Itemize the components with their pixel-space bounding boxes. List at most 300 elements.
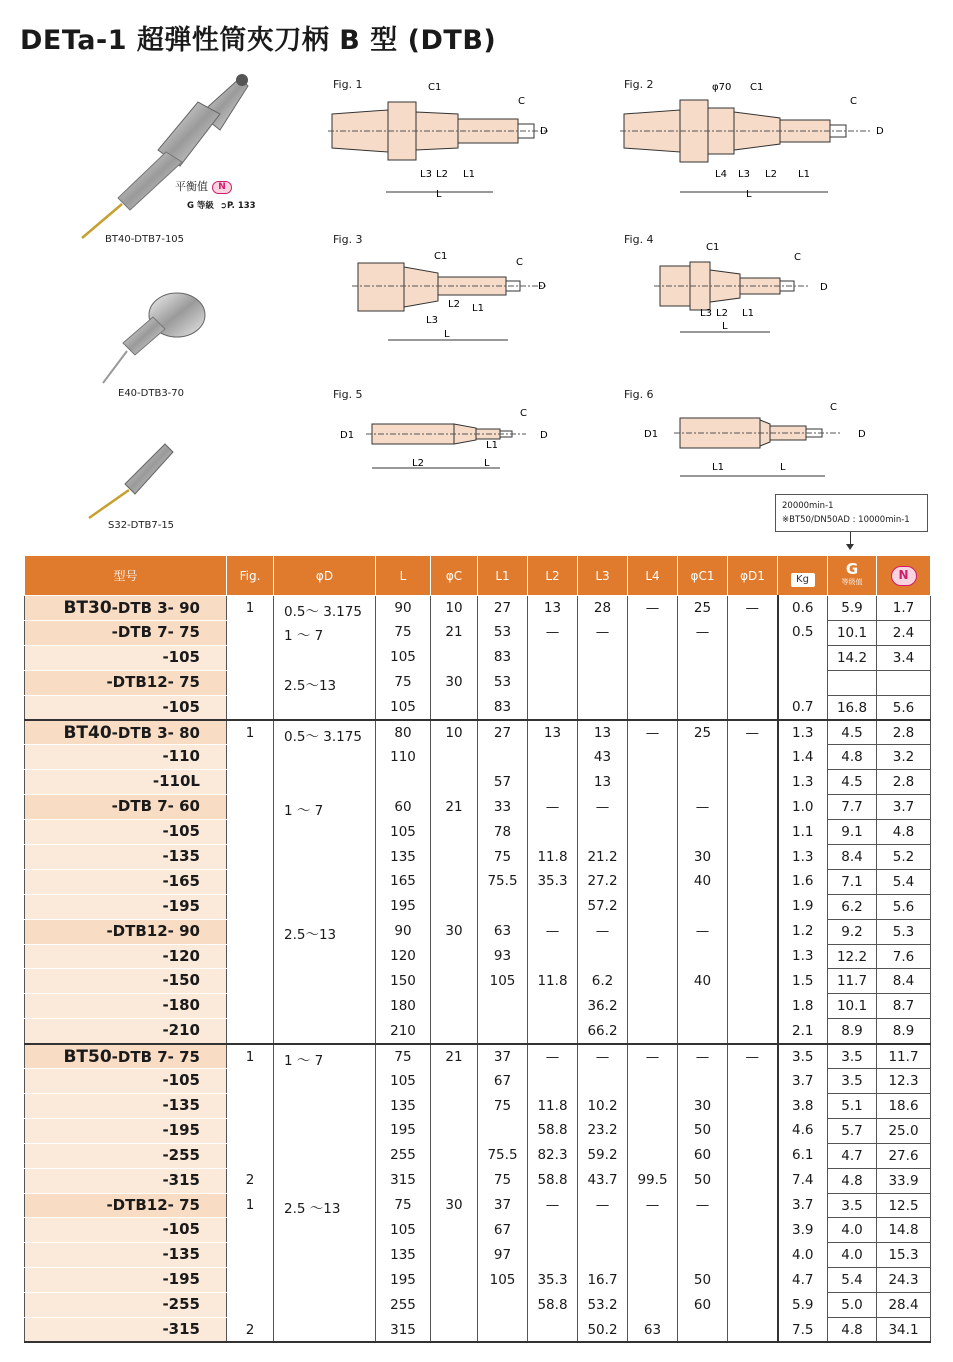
table-row: [25, 1143, 931, 1168]
table-cell: [431, 1069, 478, 1094]
table-cell: [431, 770, 478, 795]
table-cell: —: [728, 596, 778, 621]
photo-e40: [95, 285, 215, 385]
table-row: [25, 645, 931, 670]
table-cell: 18.6: [877, 1094, 931, 1119]
fig-dim-label: C1: [428, 82, 442, 93]
table-cell: 3.7: [778, 1193, 828, 1218]
table-cell: 105: [376, 645, 431, 670]
table-cell: 4.0: [828, 1218, 877, 1243]
fig-dim-label: D: [820, 282, 828, 293]
table-cell: 30: [431, 919, 478, 944]
table-cell: 2.5～13: [274, 670, 376, 695]
table-row: [25, 820, 931, 845]
table-cell: 7.1: [828, 869, 877, 894]
table-cell: [478, 894, 528, 919]
table-cell: 30: [431, 670, 478, 695]
table-cell: 75: [478, 1168, 528, 1193]
table-row: [25, 720, 931, 745]
model-code: -165: [162, 871, 200, 890]
table-cell: 57: [478, 770, 528, 795]
table-cell: 24.3: [877, 1268, 931, 1293]
model-code: -195: [162, 1270, 200, 1289]
table-cell: 60: [678, 1293, 728, 1318]
model-code: -DTB 3- 90: [111, 599, 200, 617]
model-code: -195: [162, 896, 200, 915]
table-cell: 105: [478, 969, 528, 994]
table-cell: [678, 944, 728, 969]
table-cell: 50: [678, 1118, 728, 1143]
table-cell: 105: [376, 820, 431, 845]
balance-badge: N: [212, 181, 232, 194]
table-cell: 11.8: [528, 969, 578, 994]
fig-dim-label: L: [722, 321, 728, 332]
model-cell: [25, 869, 227, 894]
table-cell: [728, 795, 778, 820]
table-cell: [628, 695, 678, 720]
fig-dim-label: L1: [463, 169, 475, 180]
rpm-arrow: [850, 532, 851, 546]
table-cell: [628, 795, 678, 820]
table-cell: 97: [478, 1243, 528, 1268]
table-cell: 2.4: [877, 620, 931, 645]
table-cell: [227, 894, 274, 919]
col-d1: φD1: [728, 556, 778, 596]
fig-1-label: Fig. 1: [333, 78, 363, 91]
table-cell: 5.4: [828, 1268, 877, 1293]
table-cell: [678, 894, 728, 919]
table-cell: [728, 695, 778, 720]
table-cell: 6.2: [578, 969, 628, 994]
table-cell: —: [528, 795, 578, 820]
table-cell: 3.5: [828, 1193, 877, 1218]
fig-dim-label: L3: [426, 315, 438, 326]
table-cell: 1.3: [778, 845, 828, 870]
table-cell: 3.2: [877, 745, 931, 770]
table-row: [25, 1193, 931, 1218]
weight-icon: Kg: [791, 573, 815, 587]
col-l2: L2: [528, 556, 578, 596]
table-cell: 27: [478, 720, 528, 745]
table-cell: [274, 1218, 376, 1243]
table-cell: 21: [431, 1044, 478, 1069]
table-cell: 21.2: [578, 845, 628, 870]
table-cell: [628, 1069, 678, 1094]
fig-dim-label: D: [538, 281, 546, 292]
table-cell: [274, 1243, 376, 1268]
table-cell: 150: [376, 969, 431, 994]
fig-dim-label: L2: [448, 299, 460, 310]
fig-dim-label: L1: [712, 462, 724, 473]
model-cell: [25, 670, 227, 695]
fig-dim-label: C: [520, 408, 527, 419]
fig-dim-label: C: [850, 96, 857, 107]
fig-dim-label: L: [436, 189, 442, 200]
fig-dim-label: D: [540, 430, 548, 441]
table-cell: [274, 1268, 376, 1293]
rpm-note: [775, 494, 928, 532]
table-cell: [728, 894, 778, 919]
table-cell: 57.2: [578, 894, 628, 919]
table-cell: [274, 1118, 376, 1143]
table-cell: [431, 745, 478, 770]
table-cell: [578, 820, 628, 845]
table-cell: 40: [678, 969, 728, 994]
fig-dim-label: C1: [434, 251, 448, 262]
table-cell: [678, 1218, 728, 1243]
grade-text: G 等級: [187, 201, 214, 211]
table-cell: [431, 695, 478, 720]
table-cell: [728, 1293, 778, 1318]
table-cell: 0.6: [778, 596, 828, 621]
table-cell: 12.5: [877, 1193, 931, 1218]
table-cell: 5.1: [828, 1094, 877, 1119]
table-cell: 83: [478, 695, 528, 720]
table-cell: [628, 1118, 678, 1143]
table-row: [25, 596, 931, 621]
table-row: [25, 620, 931, 645]
table-row: [25, 1094, 931, 1119]
table-cell: [227, 994, 274, 1019]
table-cell: [728, 620, 778, 645]
model-series: BT50: [63, 1046, 112, 1067]
table-cell: [728, 1118, 778, 1143]
table-cell: [528, 1243, 578, 1268]
fig-dim-label: D: [858, 429, 866, 440]
model-code: -110: [162, 747, 200, 766]
table-cell: 37: [478, 1193, 528, 1218]
fig-dim-label: L2: [765, 169, 777, 180]
table-cell: 105: [478, 1268, 528, 1293]
model-cell: [25, 1044, 227, 1069]
fig-dim-label: C1: [750, 82, 764, 93]
table-cell: 3.5: [778, 1044, 828, 1069]
fig-dim-label: C: [794, 252, 801, 263]
table-cell: 0.5: [778, 620, 828, 645]
table-cell: 53.2: [578, 1293, 628, 1318]
table-cell: [274, 770, 376, 795]
fig-2-drawing: [620, 82, 890, 202]
table-cell: [628, 869, 678, 894]
table-cell: 23.2: [578, 1118, 628, 1143]
table-cell: [728, 645, 778, 670]
table-cell: [728, 969, 778, 994]
table-cell: 2.5 ～13: [274, 1193, 376, 1218]
table-cell: 67: [478, 1218, 528, 1243]
table-cell: [678, 1069, 728, 1094]
table-cell: [678, 745, 728, 770]
table-cell: [628, 994, 678, 1019]
table-row: [25, 1218, 931, 1243]
model-code: -255: [162, 1145, 200, 1164]
table-cell: [528, 695, 578, 720]
table-cell: [628, 845, 678, 870]
table-cell: —: [678, 919, 728, 944]
table-cell: 90: [376, 596, 431, 621]
table-cell: 1.5: [778, 969, 828, 994]
table-cell: [274, 1318, 376, 1343]
table-cell: 2.8: [877, 770, 931, 795]
table-cell: [877, 670, 931, 695]
table-cell: —: [628, 1044, 678, 1069]
table-cell: [728, 845, 778, 870]
table-cell: [431, 969, 478, 994]
table-cell: [528, 770, 578, 795]
table-cell: 7.5: [778, 1318, 828, 1343]
table-cell: 90: [376, 919, 431, 944]
table-cell: [728, 670, 778, 695]
table-cell: 7.4: [778, 1168, 828, 1193]
table-row: [25, 1293, 931, 1318]
fig-dim-label: L3: [738, 169, 750, 180]
table-cell: [728, 1243, 778, 1268]
table-cell: 4.7: [778, 1268, 828, 1293]
table-cell: 16.8: [828, 695, 877, 720]
table-cell: [678, 695, 728, 720]
table-cell: [274, 745, 376, 770]
table-cell: 80: [376, 720, 431, 745]
table-cell: [528, 745, 578, 770]
table-cell: 21: [431, 620, 478, 645]
fig-dim-label: D1: [644, 429, 659, 440]
model-cell: [25, 1118, 227, 1143]
table-cell: 10: [431, 596, 478, 621]
table-cell: [431, 1094, 478, 1119]
table-cell: 195: [376, 1118, 431, 1143]
table-cell: 14.2: [828, 645, 877, 670]
model-code: -195: [162, 1120, 200, 1139]
model-cell: [25, 695, 227, 720]
table-cell: 135: [376, 845, 431, 870]
table-cell: 12.3: [877, 1069, 931, 1094]
table-cell: [778, 645, 828, 670]
table-cell: 15.3: [877, 1243, 931, 1268]
table-cell: 0.7: [778, 695, 828, 720]
fig-3-drawing: [348, 245, 558, 345]
table-cell: [274, 994, 376, 1019]
table-cell: 255: [376, 1143, 431, 1168]
table-cell: 5.3: [877, 919, 931, 944]
table-cell: 2: [227, 1168, 274, 1193]
table-cell: 1: [227, 1044, 274, 1069]
table-cell: [431, 894, 478, 919]
table-cell: 1 ～ 7: [274, 1044, 376, 1069]
table-cell: 105: [376, 1218, 431, 1243]
table-cell: [478, 994, 528, 1019]
table-cell: 8.4: [828, 845, 877, 870]
model-cell: [25, 820, 227, 845]
table-cell: 28: [578, 596, 628, 621]
table-cell: 25.0: [877, 1118, 931, 1143]
table-cell: —: [578, 919, 628, 944]
table-cell: [227, 795, 274, 820]
model-code: -DTB12- 75: [106, 1195, 200, 1214]
model-code: -120: [162, 946, 200, 965]
table-cell: 75.5: [478, 1143, 528, 1168]
fig-3-label: Fig. 3: [333, 233, 363, 246]
table-cell: 2.5～13: [274, 919, 376, 944]
model-cell: [25, 1218, 227, 1243]
table-cell: 11.7: [828, 969, 877, 994]
model-code: -135: [162, 1096, 200, 1115]
model-cell: [25, 1293, 227, 1318]
table-cell: 75.5: [478, 869, 528, 894]
fig-dim-label: C1: [706, 242, 720, 253]
model-code: -105: [162, 647, 200, 666]
table-cell: 6.2: [828, 894, 877, 919]
model-cell: [25, 620, 227, 645]
table-cell: [678, 770, 728, 795]
table-cell: [678, 1019, 728, 1044]
table-cell: 5.6: [877, 894, 931, 919]
fig-dim-label: φ70: [712, 82, 732, 93]
table-cell: —: [528, 1044, 578, 1069]
table-cell: [728, 994, 778, 1019]
table-cell: [628, 1268, 678, 1293]
table-cell: 315: [376, 1318, 431, 1343]
table-cell: 10.1: [828, 994, 877, 1019]
table-cell: [227, 1143, 274, 1168]
table-cell: 34.1: [877, 1318, 931, 1343]
table-cell: 255: [376, 1293, 431, 1318]
table-cell: —: [628, 1193, 678, 1218]
table-cell: [431, 1168, 478, 1193]
photo-s32: [85, 440, 175, 520]
table-cell: [274, 645, 376, 670]
table-row: [25, 894, 931, 919]
table-cell: 10: [431, 720, 478, 745]
table-cell: 1.7: [877, 596, 931, 621]
balance-label: [175, 178, 232, 194]
table-cell: 3.4: [877, 645, 931, 670]
table-cell: 1.9: [778, 894, 828, 919]
fig-dim-label: L1: [798, 169, 810, 180]
table-cell: [678, 994, 728, 1019]
table-row: [25, 1069, 931, 1094]
table-cell: [728, 1193, 778, 1218]
table-cell: [478, 1318, 528, 1343]
table-cell: 5.4: [877, 869, 931, 894]
table-cell: 120: [376, 944, 431, 969]
table-cell: [431, 1293, 478, 1318]
table-cell: [578, 1218, 628, 1243]
table-cell: [528, 894, 578, 919]
table-cell: 12.2: [828, 944, 877, 969]
table-cell: [778, 670, 828, 695]
fig-dim-label: L2: [716, 308, 728, 319]
table-cell: 1.3: [778, 770, 828, 795]
table-cell: [728, 1168, 778, 1193]
table-cell: 78: [478, 820, 528, 845]
table-cell: [478, 1019, 528, 1044]
table-cell: 1: [227, 596, 274, 621]
model-cell: [25, 770, 227, 795]
table-cell: [628, 670, 678, 695]
model-series: BT30: [63, 598, 112, 618]
model-cell: [25, 795, 227, 820]
table-cell: 110: [376, 745, 431, 770]
model-cell: [25, 596, 227, 621]
table-cell: 14.8: [877, 1218, 931, 1243]
table-cell: [628, 894, 678, 919]
table-cell: [628, 1293, 678, 1318]
table-cell: [728, 1094, 778, 1119]
fig-6-drawing: [640, 400, 880, 480]
table-cell: 75: [478, 1094, 528, 1119]
photo-caption: E40-DTB3-70: [118, 388, 185, 399]
table-cell: —: [578, 620, 628, 645]
table-cell: 7.7: [828, 795, 877, 820]
table-cell: [528, 820, 578, 845]
table-cell: 50.2: [578, 1318, 628, 1343]
model-cell: [25, 745, 227, 770]
table-cell: [431, 645, 478, 670]
table-cell: 8.9: [828, 1019, 877, 1044]
table-cell: 30: [678, 845, 728, 870]
table-cell: [274, 1094, 376, 1119]
table-row: [25, 845, 931, 870]
table-cell: [227, 1094, 274, 1119]
table-cell: 50: [678, 1168, 728, 1193]
fig-1-drawing: [328, 82, 558, 202]
table-cell: [628, 620, 678, 645]
fig-5-drawing: [336, 400, 556, 475]
table-cell: [227, 745, 274, 770]
table-cell: 50: [678, 1268, 728, 1293]
table-cell: 4.0: [828, 1243, 877, 1268]
model-code: -DTB 7- 75: [111, 1047, 200, 1066]
model-cell: [25, 645, 227, 670]
col-l4: L4: [628, 556, 678, 596]
table-cell: 93: [478, 944, 528, 969]
table-cell: [578, 695, 628, 720]
col-c1: φC1: [678, 556, 728, 596]
table-row: [25, 1118, 931, 1143]
table-cell: [431, 1268, 478, 1293]
table-cell: —: [678, 1193, 728, 1218]
model-cell: [25, 1193, 227, 1218]
table-cell: 13: [578, 720, 628, 745]
table-cell: 59.2: [578, 1143, 628, 1168]
table-cell: 28.4: [877, 1293, 931, 1318]
table-cell: [227, 845, 274, 870]
table-cell: [528, 994, 578, 1019]
table-row: [25, 745, 931, 770]
table-cell: 16.7: [578, 1268, 628, 1293]
table-cell: [431, 1218, 478, 1243]
table-cell: [227, 820, 274, 845]
fig-dim-label: C: [830, 402, 837, 413]
model-cell: [25, 1069, 227, 1094]
col-weight: [778, 556, 828, 596]
table-cell: 27.2: [578, 869, 628, 894]
table-cell: [528, 645, 578, 670]
col-c: φC: [431, 556, 478, 596]
table-cell: [227, 869, 274, 894]
table-row: [25, 1243, 931, 1268]
col-l1: L1: [478, 556, 528, 596]
table-cell: [628, 770, 678, 795]
fig-dim-label: L: [746, 189, 752, 200]
table-cell: —: [578, 1193, 628, 1218]
photo-caption: S32-DTB7-15: [108, 520, 175, 531]
fig-dim-label: L3: [420, 169, 432, 180]
table-cell: 1 ～ 7: [274, 795, 376, 820]
table-cell: 8.9: [877, 1019, 931, 1044]
table-cell: 5.6: [877, 695, 931, 720]
table-cell: 135: [376, 1094, 431, 1119]
model-cell: [25, 1094, 227, 1119]
